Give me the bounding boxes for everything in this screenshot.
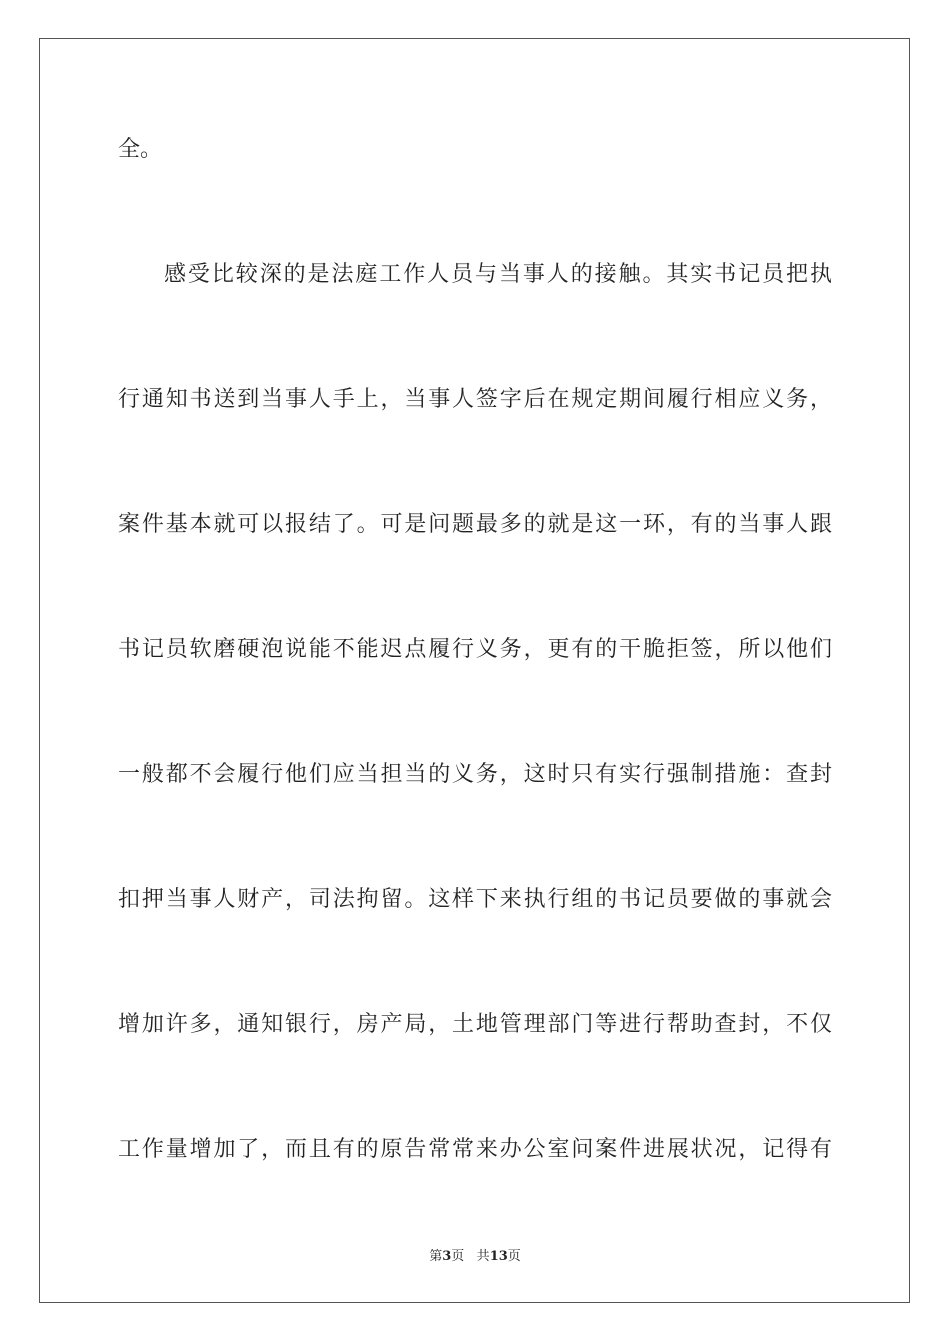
text-line-1: 全。	[118, 137, 163, 162]
text-line-9: 工作量增加了，而且有的原告常常来办公室问案件进展状况，记得有	[118, 1137, 832, 1162]
footer-total-suffix: 页	[507, 1249, 521, 1264]
page-border	[39, 38, 910, 1303]
text-line-3: 行通知书送到当事人手上，当事人签字后在规定期间履行相应义务，	[118, 387, 832, 412]
text-line-5: 书记员软磨硬泡说能不能迟点履行义务，更有的干脆拒签，所以他们	[118, 637, 832, 662]
page-footer	[0, 1248, 950, 1266]
paragraph-first-line: 感受比较深的是法庭工作人员与当事人的接触。其实书记员把执	[164, 262, 832, 287]
text-line-6: 一般都不会履行他们应当担当的义务，这时只有实行强制措施：查封	[118, 762, 832, 787]
footer-total-pages: 13	[489, 1249, 508, 1264]
text-line-7: 扣押当事人财产，司法拘留。这样下来执行组的书记员要做的事就会	[118, 887, 832, 912]
footer-page-suffix: 页	[451, 1249, 465, 1264]
text-line-4: 案件基本就可以报结了。可是问题最多的就是这一环，有的当事人跟	[118, 512, 832, 537]
footer-page-prefix: 第	[429, 1249, 443, 1264]
footer-page-number: 3	[442, 1249, 452, 1264]
footer-total-prefix: 共	[476, 1249, 490, 1264]
text-line-8: 增加许多，通知银行，房产局，土地管理部门等进行帮助查封，不仅	[118, 1012, 832, 1037]
